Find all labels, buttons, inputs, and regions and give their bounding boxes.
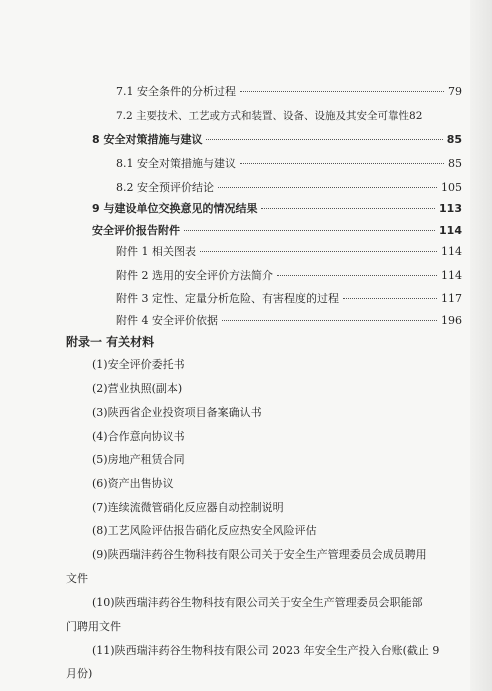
leader-dots — [261, 208, 435, 209]
appendix-item: (1)安全评价委托书 — [92, 358, 185, 371]
toc-entry-attachment-4[interactable]: 附件 4 安全评价依据 196 — [116, 314, 462, 327]
leader-dots — [222, 320, 437, 321]
toc-entry-attachments[interactable]: 安全评价报告附件 114 — [92, 224, 462, 237]
toc-entry-attachment-3[interactable]: 附件 3 定性、定量分析危险、有害程度的过程 117 — [116, 292, 462, 305]
toc-entry-7-2[interactable]: 7.2 主要技术、工艺或方式和装置、设备、设施及其安全可靠性82 — [116, 110, 423, 122]
appendix-item: (3)陕西省企业投资项目备案确认书 — [92, 406, 262, 419]
appendix-item: (2)营业执照(副本) — [92, 382, 183, 395]
appendix-item: (4)合作意向协议书 — [92, 430, 185, 443]
leader-dots — [218, 187, 437, 188]
leader-dots — [277, 275, 437, 276]
toc-entry-8-1[interactable]: 8.1 安全对策措施与建议 85 — [116, 157, 462, 170]
toc-entry-9[interactable]: 9 与建设单位交换意见的情况结果 113 — [92, 202, 462, 215]
appendix-item-continuation: 门聘用文件 — [66, 620, 121, 633]
toc-entry-7-1[interactable]: 7.1 安全条件的分析过程 79 — [116, 85, 462, 98]
page-edge-shadow — [470, 0, 492, 691]
leader-dots — [240, 163, 444, 164]
toc-entry-attachment-2[interactable]: 附件 2 选用的安全评价方法简介 114 — [116, 269, 462, 282]
leader-dots — [200, 251, 437, 252]
appendix-item: (11)陕西瑞沣药谷生物科技有限公司 2023 年安全生产投入台账(截止 9 — [92, 644, 440, 657]
appendix-item: (8)工艺风险评估报告硝化反应热安全风险评估 — [92, 524, 317, 537]
leader-dots — [343, 298, 437, 299]
toc-entry-8[interactable]: 8 安全对策措施与建议 85 — [92, 133, 462, 146]
leader-dots — [240, 91, 444, 92]
appendix-item-continuation: 月份) — [66, 667, 93, 680]
toc-entry-attachment-1[interactable]: 附件 1 相关图表 114 — [116, 245, 462, 258]
appendix-item: (7)连续流微管硝化反应器自动控制说明 — [92, 501, 284, 514]
leader-dots — [206, 139, 442, 140]
appendix-item-continuation: 文件 — [66, 572, 88, 585]
appendix-item: (9)陕西瑞沣药谷生物科技有限公司关于安全生产管理委员会成员聘用 — [92, 548, 427, 561]
appendix-item: (6)资产出售协议 — [92, 477, 174, 490]
leader-dots — [184, 230, 435, 231]
appendix-heading: 附录一 有关材料 — [66, 335, 155, 349]
appendix-item: (5)房地产租赁合同 — [92, 453, 185, 466]
toc-entry-8-2[interactable]: 8.2 安全预评价结论 105 — [116, 181, 462, 194]
appendix-item: (10)陕西瑞沣药谷生物科技有限公司关于安全生产管理委员会职能部 — [92, 596, 423, 609]
